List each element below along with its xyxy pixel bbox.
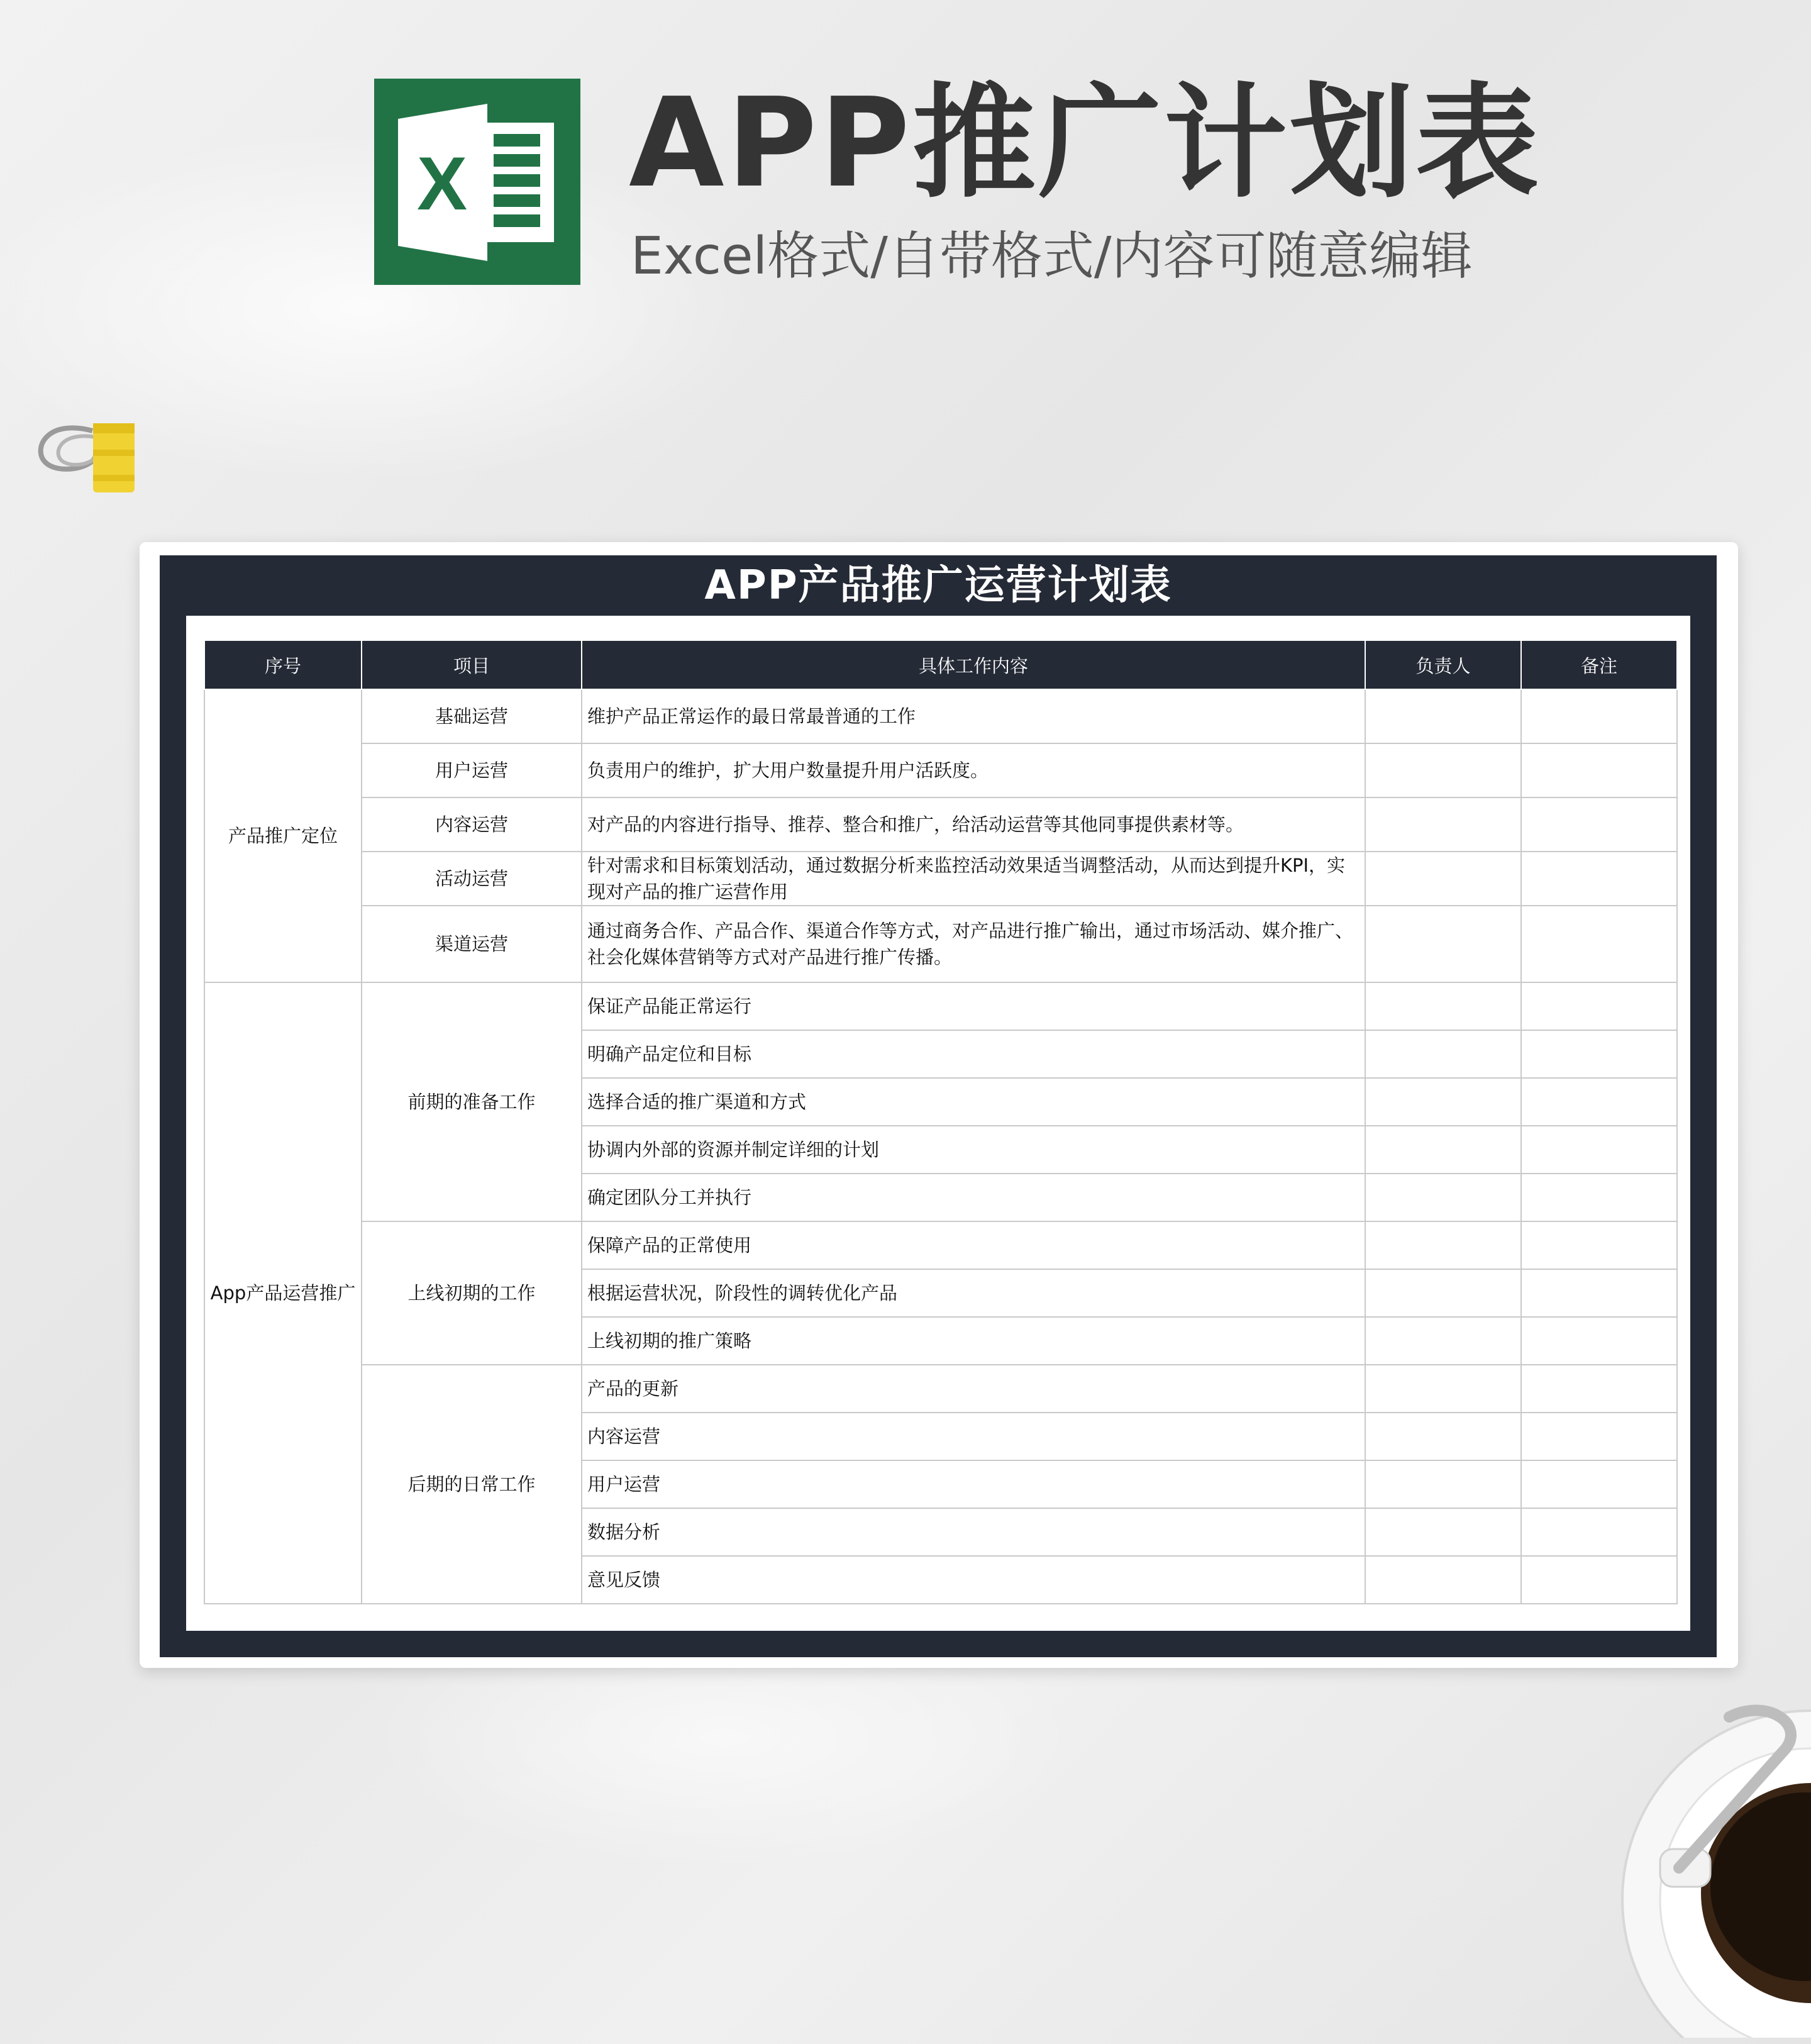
table-row [204, 906, 1677, 982]
remark-cell[interactable] [1521, 1317, 1677, 1365]
content-cell[interactable]: 内容运营 [582, 1413, 1365, 1460]
remark-cell[interactable] [1521, 1221, 1677, 1269]
owner-cell[interactable] [1365, 1221, 1521, 1269]
remark-cell[interactable] [1521, 689, 1677, 743]
content-cell[interactable]: 维护产品正常运作的最日常最普通的工作 [582, 689, 1365, 743]
owner-cell[interactable] [1365, 1317, 1521, 1365]
project-cell[interactable]: 上线初期的工作 [362, 1221, 582, 1365]
remark-cell[interactable] [1521, 1126, 1677, 1174]
header-content: 具体工作内容 [582, 640, 1365, 689]
project-cell[interactable]: 基础运营 [362, 689, 582, 743]
owner-cell[interactable] [1365, 797, 1521, 852]
page-title: APP推广计划表 [629, 72, 1541, 215]
content-cell[interactable]: 上线初期的推广策略 [582, 1317, 1365, 1365]
owner-cell[interactable] [1365, 689, 1521, 743]
content-cell[interactable]: 对产品的内容进行指导、推荐、整合和推广，给活动运营等其他同事提供素材等。 [582, 797, 1365, 852]
content-cell[interactable]: 明确产品定位和目标 [582, 1030, 1365, 1078]
owner-cell[interactable] [1365, 1413, 1521, 1460]
content-cell[interactable]: 产品的更新 [582, 1365, 1365, 1413]
group-cell[interactable]: App产品运营推广 [204, 982, 362, 1604]
remark-cell[interactable] [1521, 1413, 1677, 1460]
header-owner: 负责人 [1365, 640, 1521, 689]
table-row [204, 743, 1677, 797]
owner-cell[interactable] [1365, 906, 1521, 982]
page-subtitle: Excel格式/自带格式/内容可随意编辑 [631, 226, 1473, 286]
table-row [204, 1365, 1677, 1413]
remark-cell[interactable] [1521, 1174, 1677, 1221]
owner-cell[interactable] [1365, 852, 1521, 906]
remark-cell[interactable] [1521, 906, 1677, 982]
owner-cell[interactable] [1365, 1078, 1521, 1126]
owner-cell[interactable] [1365, 1030, 1521, 1078]
remark-cell[interactable] [1521, 1269, 1677, 1317]
content-cell[interactable]: 根据运营状况，阶段性的调转优化产品 [582, 1269, 1365, 1317]
remark-cell[interactable] [1521, 982, 1677, 1030]
header-index: 序号 [204, 640, 362, 689]
content-cell[interactable]: 针对需求和目标策划活动，通过数据分析来监控活动效果适当调整活动，从而达到提升KPI，实现对产品的推广运营作用 [582, 852, 1365, 906]
owner-cell[interactable] [1365, 1508, 1521, 1556]
content-cell[interactable]: 选择合适的推广渠道和方式 [582, 1078, 1365, 1126]
excel-logo-icon [374, 79, 580, 285]
sheet-body [186, 616, 1690, 1631]
owner-cell[interactable] [1365, 1460, 1521, 1508]
plan-table [204, 640, 1678, 1604]
spreadsheet-frame [160, 555, 1717, 1657]
content-cell[interactable]: 协调内外部的资源并制定详细的计划 [582, 1126, 1365, 1174]
table-row [204, 689, 1677, 743]
content-cell[interactable]: 负责用户的维护，扩大用户数量提升用户活跃度。 [582, 743, 1365, 797]
project-cell[interactable]: 用户运营 [362, 743, 582, 797]
table-row [204, 982, 1677, 1030]
remark-cell[interactable] [1521, 1365, 1677, 1413]
content-cell[interactable]: 通过商务合作、产品合作、渠道合作等方式，对产品进行推广输出，通过市场活动、媒介推广、社会化媒体营销等方式对产品进行推广传播。 [582, 906, 1365, 982]
owner-cell[interactable] [1365, 1556, 1521, 1604]
table-row [204, 797, 1677, 852]
table-header-row [204, 640, 1677, 689]
coffee-cup-icon [1597, 1660, 1811, 2040]
project-cell[interactable]: 后期的日常工作 [362, 1365, 582, 1604]
excel-logo-letter: X [416, 142, 468, 226]
project-cell[interactable]: 渠道运营 [362, 906, 582, 982]
project-cell[interactable]: 前期的准备工作 [362, 982, 582, 1221]
remark-cell[interactable] [1521, 1030, 1677, 1078]
content-cell[interactable]: 用户运营 [582, 1460, 1365, 1508]
binder-clip-icon [33, 412, 146, 503]
owner-cell[interactable] [1365, 982, 1521, 1030]
remark-cell[interactable] [1521, 743, 1677, 797]
remark-cell[interactable] [1521, 1460, 1677, 1508]
content-cell[interactable]: 确定团队分工并执行 [582, 1174, 1365, 1221]
owner-cell[interactable] [1365, 1126, 1521, 1174]
remark-cell[interactable] [1521, 1078, 1677, 1126]
owner-cell[interactable] [1365, 1269, 1521, 1317]
remark-cell[interactable] [1521, 852, 1677, 906]
content-cell[interactable]: 数据分析 [582, 1508, 1365, 1556]
header-remark: 备注 [1521, 640, 1677, 689]
project-cell[interactable]: 内容运营 [362, 797, 582, 852]
content-cell[interactable]: 保障产品的正常使用 [582, 1221, 1365, 1269]
project-cell[interactable]: 活动运营 [362, 852, 582, 906]
remark-cell[interactable] [1521, 1508, 1677, 1556]
group-cell[interactable]: 产品推广定位 [204, 689, 362, 982]
sheet-title: APP产品推广运营计划表 [704, 562, 1172, 609]
table-row [204, 1221, 1677, 1269]
owner-cell[interactable] [1365, 1174, 1521, 1221]
content-cell[interactable]: 保证产品能正常运行 [582, 982, 1365, 1030]
remark-cell[interactable] [1521, 797, 1677, 852]
owner-cell[interactable] [1365, 743, 1521, 797]
content-cell[interactable]: 意见反馈 [582, 1556, 1365, 1604]
owner-cell[interactable] [1365, 1365, 1521, 1413]
header-project: 项目 [362, 640, 582, 689]
table-row [204, 852, 1677, 906]
remark-cell[interactable] [1521, 1556, 1677, 1604]
